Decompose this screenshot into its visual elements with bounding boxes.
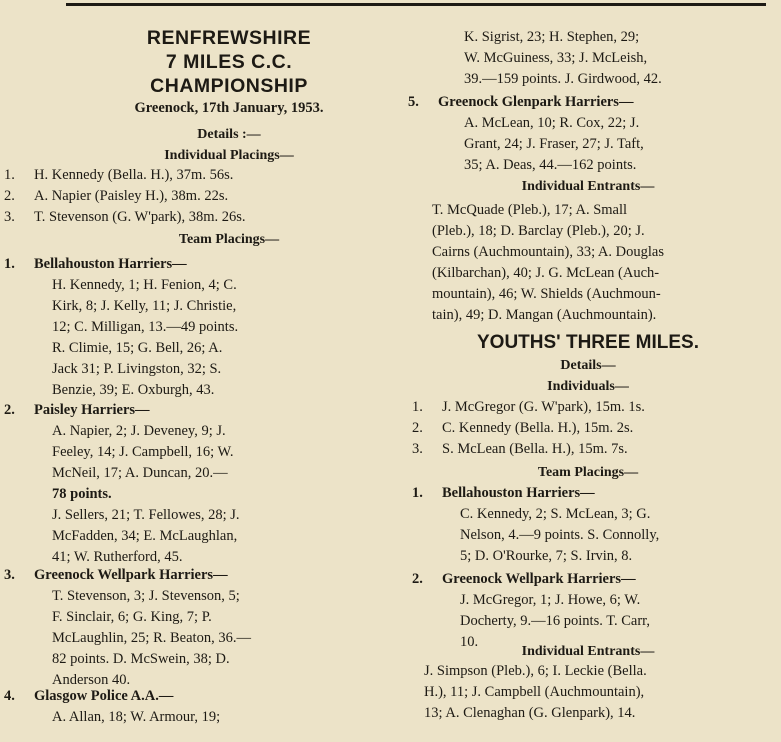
youths-title: YOUTHS' THREE MILES. [477, 332, 699, 353]
placing-row: 2. C. Kennedy (Bella. H.), 15m. 2s. [412, 420, 634, 436]
team-name: 1. Bellahouston Harriers— [412, 485, 595, 501]
glasgow-police-continued [464, 27, 662, 90]
entrants-heading: Individual Entrants— [521, 179, 655, 194]
placing-row: 3. T. Stevenson (G. W'park), 38m. 26s. [4, 209, 246, 225]
team-line: 41; W. Rutherford, 45. [52, 549, 183, 565]
placing-row: 2. A. Napier (Paisley H.), 38m. 22s. [4, 188, 229, 204]
team-name: 5. Greenock Glenpark Harriers— [408, 94, 634, 110]
placing-row: 1. J. McGregor (G. W'park), 15m. 1s. [412, 399, 645, 415]
title-line: CHAMPIONSHIP [150, 75, 308, 97]
team-line: McNeil, 17; A. Duncan, 20.— [52, 465, 228, 481]
placing-row: 3. S. McLean (Bella. H.), 15m. 7s. [412, 441, 628, 457]
venue-date: Greenock, 17th January, 1953. [134, 100, 324, 116]
team-line: Feeley, 14; J. Campbell, 16; W. [52, 444, 234, 460]
team-line: A. Napier, 2; J. Deveney, 9; J. [52, 423, 226, 439]
youths-team-heading: Team Placings— [537, 465, 639, 480]
team-line: McFadden, 34; E. McLaughlan, [52, 528, 238, 544]
team-line: A. Allan, 18; W. Armour, 19; [52, 709, 221, 725]
youths-entrants-heading: Individual Entrants— [521, 644, 655, 659]
individual-placings [4, 165, 246, 228]
youths-team-bellahouston [412, 483, 659, 567]
team-line: J. Sellers, 21; T. Fellowes, 28; J. [52, 507, 240, 523]
team-line: T. Stevenson, 3; J. Stevenson, 5; [52, 588, 240, 604]
placing-row: 1. H. Kennedy (Bella. H.), 37m. 56s. [4, 167, 234, 183]
team-greenock-wellpark [4, 565, 251, 691]
championship-title [60, 26, 398, 98]
team-line: Kirk, 8; J. Kelly, 11; J. Christie, [52, 298, 237, 314]
details-heading: Details :— [197, 127, 261, 142]
team-line: Grant, 24; J. Fraser, 27; J. Taft, [464, 136, 644, 152]
team-line: C. Kennedy, 2; S. McLean, 3; G. [460, 506, 651, 522]
team-bellahouston [4, 254, 238, 401]
youths-individual-entrants [424, 661, 647, 724]
entrants-line: mountain), 46; W. Shields (Auchmoun- [432, 286, 661, 302]
team-line: 35; A. Deas, 44.—162 points. [464, 157, 637, 173]
individual-entrants [432, 200, 664, 326]
team-line: 5; D. O'Rourke, 7; S. Irvin, 8. [460, 548, 633, 564]
youths-team-wellpark [412, 569, 650, 653]
team-name: 1. Bellahouston Harriers— [4, 256, 187, 272]
team-name: 2. Greenock Wellpark Harriers— [412, 571, 636, 587]
team-line: R. Climie, 15; G. Bell, 26; A. [52, 340, 223, 356]
team-line: Docherty, 9.—16 points. T. Carr, [460, 613, 651, 629]
team-greenock-glenpark [408, 92, 644, 176]
youths-details-heading: Details— [560, 358, 616, 373]
team-paisley [4, 400, 240, 568]
youths-individuals-heading: Individuals— [547, 379, 629, 394]
individual-heading: Individual Placings— [164, 148, 294, 163]
title-line: 7 MILES C.C. [165, 51, 293, 73]
team-line: Benzie, 39; E. Oxburgh, 43. [52, 382, 215, 398]
entrants-line: (Kilbarchan), 40; J. G. McLean (Auch- [432, 265, 660, 281]
team-line: McLaughlin, 25; R. Beaton, 36.— [52, 630, 251, 646]
youths-individuals [412, 397, 645, 460]
entrants-line: T. McQuade (Pleb.), 17; A. Small [432, 202, 628, 218]
entrants-line: Cairns (Auchmountain), 33; A. Douglas [432, 244, 664, 260]
team-line: A. McLean, 10; R. Cox, 22; J. [464, 115, 640, 131]
team-name: 4. Glasgow Police A.A.— [4, 688, 174, 704]
team-line: Nelson, 4.—9 points. S. Connolly, [460, 527, 660, 543]
team-line: F. Sinclair, 6; G. King, 7; P. [52, 609, 212, 625]
team-line: Jack 31; P. Livingston, 32; S. [52, 361, 222, 377]
team-glasgow-police [4, 686, 220, 728]
team-line: 82 points. D. McSwein, 38; D. [52, 651, 230, 667]
entrants-line: (Pleb.), 18; D. Barclay (Pleb.), 20; J. [432, 223, 645, 239]
team-line: 12; C. Milligan, 13.—49 points. [52, 319, 239, 335]
team-line: K. Sigrist, 23; H. Stephen, 29; [464, 29, 640, 45]
entrants-line: tain), 49; D. Mangan (Auchmountain). [432, 307, 657, 323]
team-name: 2. Paisley Harriers— [4, 402, 150, 418]
title-line: RENFREWSHIRE [146, 27, 312, 49]
entrants-line: J. Simpson (Pleb.), 6; I. Leckie (Bella. [424, 663, 647, 679]
top-rule [66, 3, 766, 6]
team-line: 39.—159 points. J. Girdwood, 42. [464, 71, 662, 87]
team-heading: Team Placings— [178, 232, 280, 247]
team-line: W. McGuiness, 33; J. McLeish, [464, 50, 648, 66]
team-line: 10. [460, 634, 479, 650]
team-name: 3. Greenock Wellpark Harriers— [4, 567, 228, 583]
team-line: Anderson 40. [52, 672, 131, 688]
team-line: H. Kennedy, 1; H. Fenion, 4; C. [52, 277, 237, 293]
team-line: J. McGregor, 1; J. Howe, 6; W. [460, 592, 641, 608]
entrants-line: 13; A. Clenaghan (G. Glenpark), 14. [424, 705, 636, 721]
entrants-line: H.), 11; J. Campbell (Auchmountain), [424, 684, 645, 700]
team-line: 78 points. [52, 486, 112, 502]
